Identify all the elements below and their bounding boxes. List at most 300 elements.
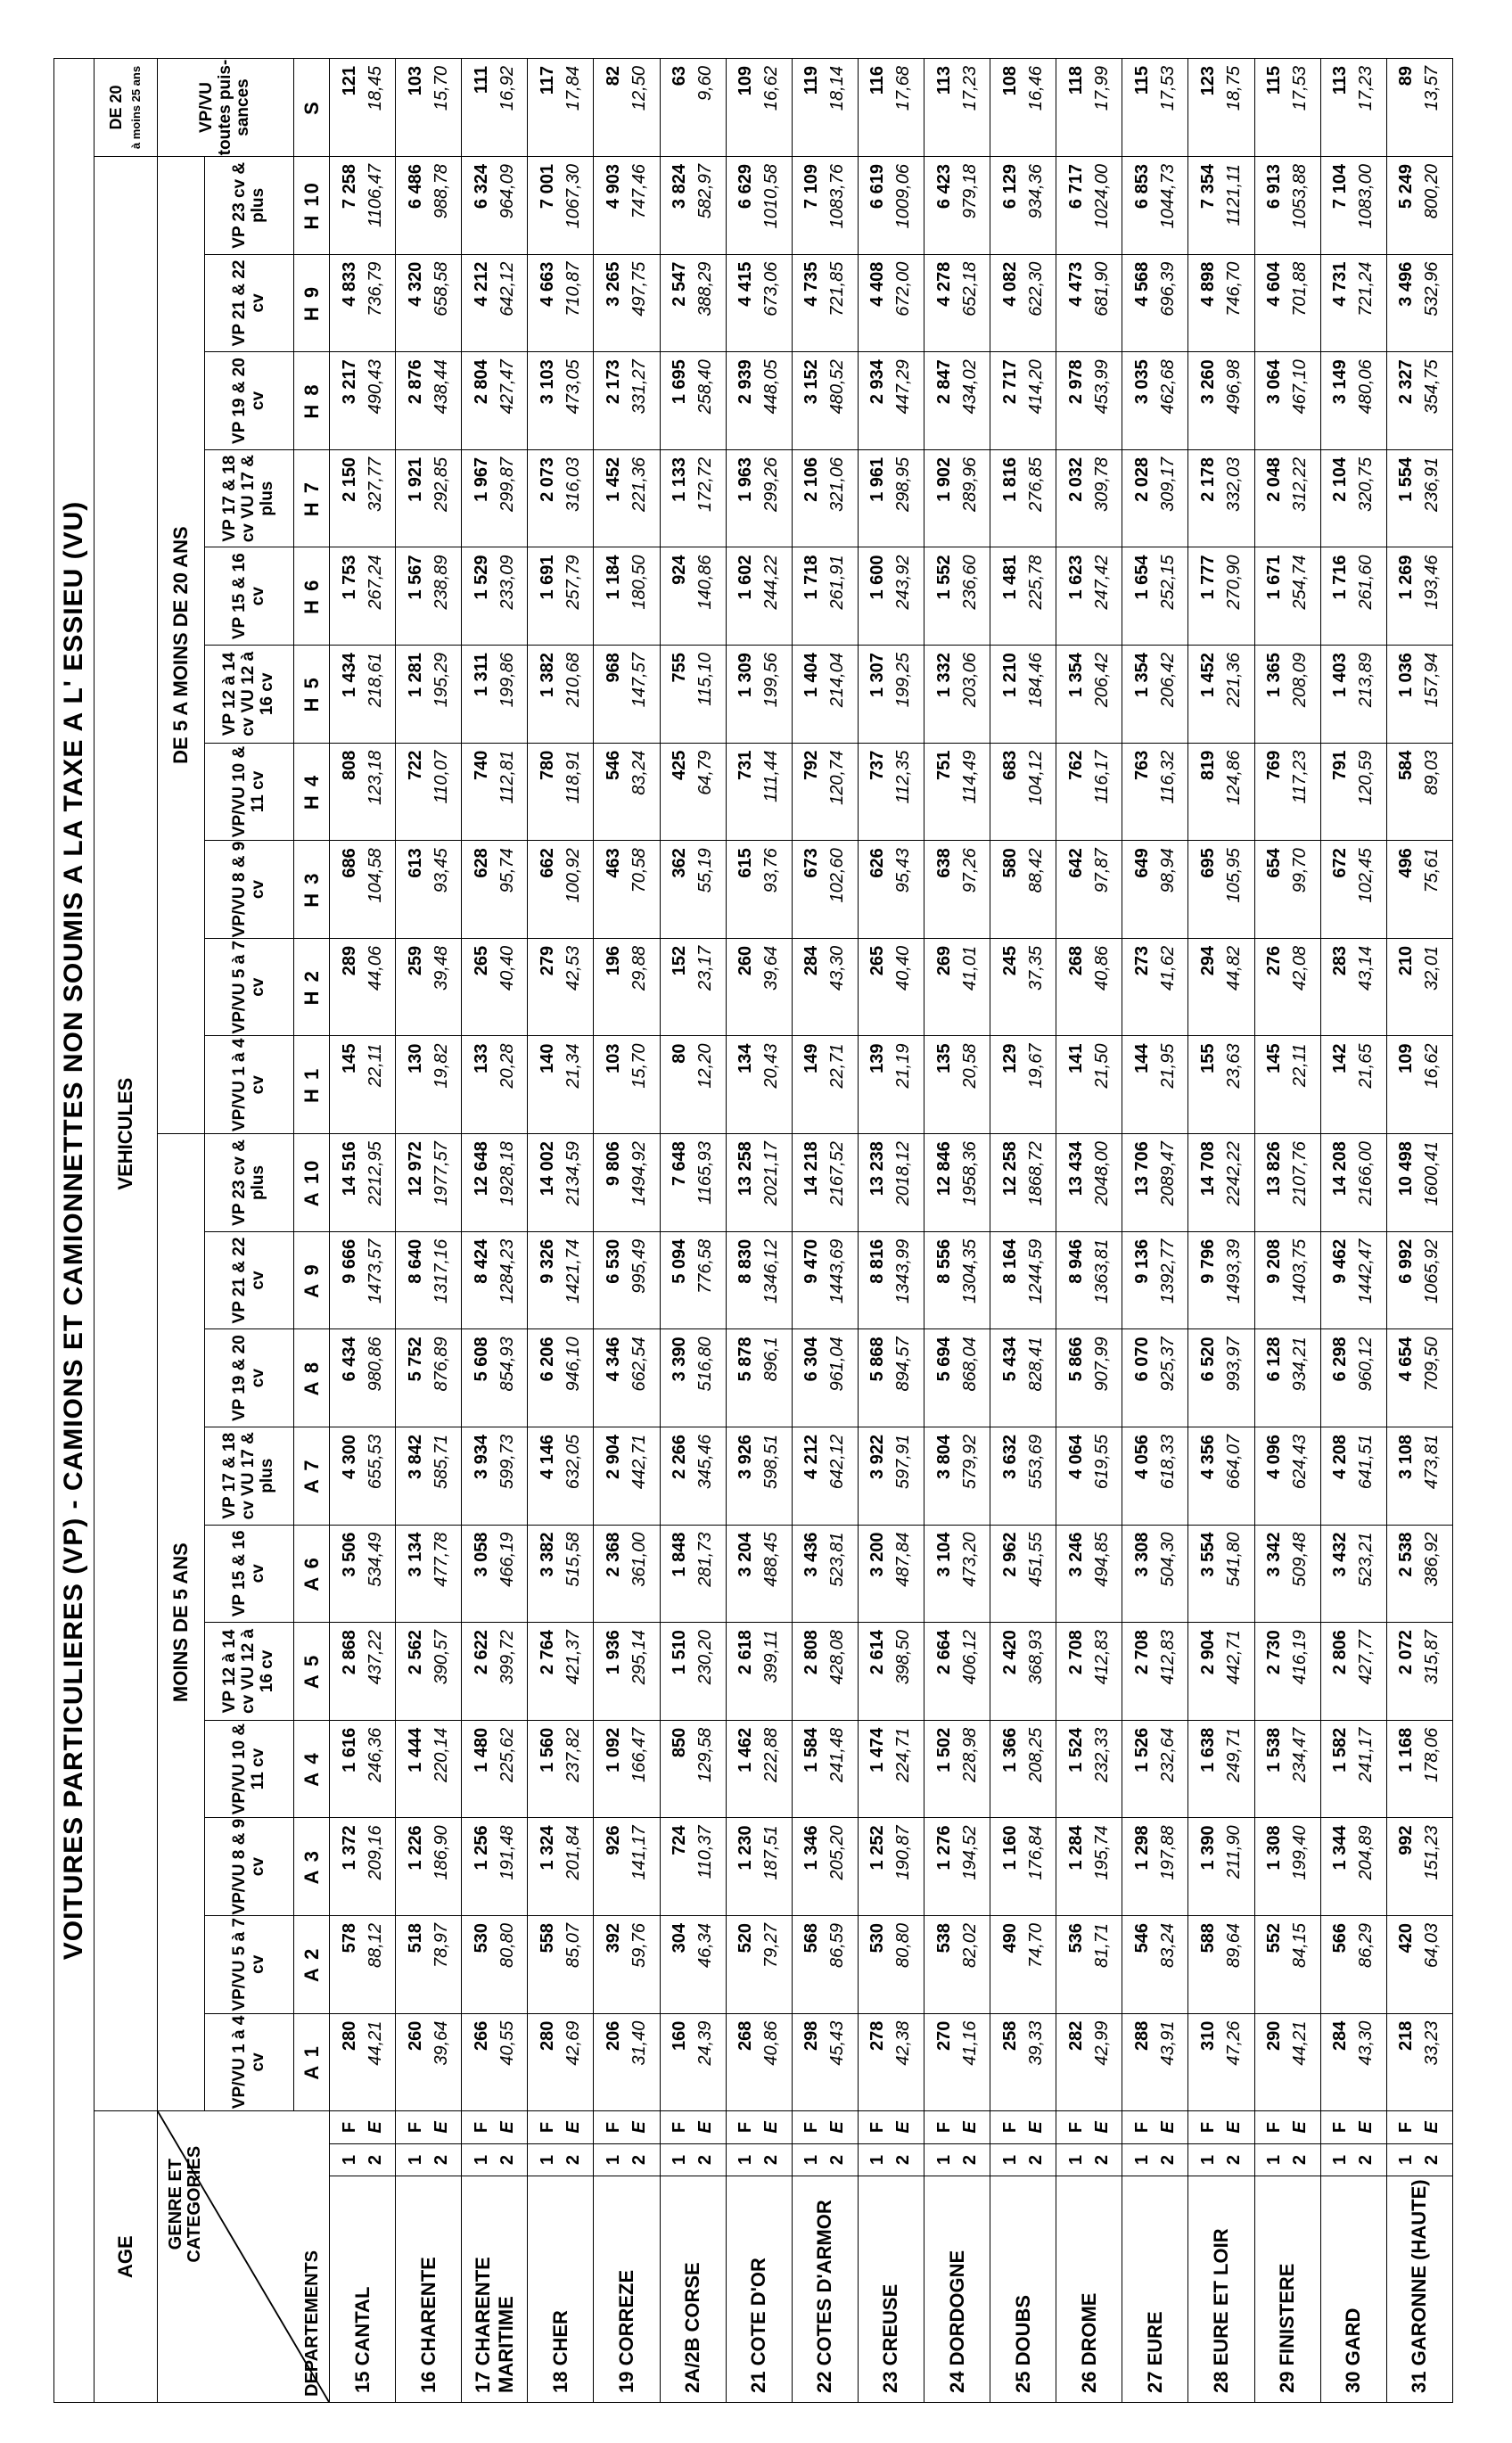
- category-code: H 1: [294, 1036, 330, 1134]
- tax-value-cell: [1320, 1915, 1386, 2013]
- tax-value-cell: [1386, 2013, 1452, 2111]
- franc-value: 3 103: [537, 359, 557, 405]
- tax-value-cell: [396, 1329, 462, 1427]
- euro-value: 232,64: [1157, 1727, 1178, 1782]
- table-row: [726, 59, 792, 2403]
- row-index: 1 2: [1386, 2143, 1452, 2176]
- euro-value: 2242,22: [1223, 1141, 1244, 1206]
- tax-value-cell: [858, 1036, 924, 1134]
- tax-value-cell: [1386, 1720, 1452, 1818]
- euro-value: 979,18: [959, 164, 980, 219]
- tax-value-cell: [1320, 254, 1386, 352]
- tax-value-cell: [924, 1720, 990, 1818]
- tax-value-cell: [1122, 1134, 1188, 1232]
- tax-value-cell: [726, 352, 792, 450]
- euro-value: 97,87: [1091, 848, 1112, 893]
- franc-value: 6 206: [537, 1337, 557, 1382]
- tax-value-cell: [462, 1134, 528, 1232]
- euro-value: 261,91: [827, 555, 848, 610]
- franc-value: 1 372: [339, 1825, 359, 1871]
- franc-value: 1 462: [735, 1727, 756, 1773]
- euro-value: 39,48: [431, 945, 451, 991]
- franc-value: 6 128: [1264, 1337, 1285, 1382]
- euro-value: 9,60: [695, 66, 716, 101]
- franc-value: 290: [1264, 2020, 1285, 2051]
- tax-value-cell: [1188, 157, 1254, 255]
- tax-value-cell: [858, 743, 924, 841]
- euro-value: 398,50: [893, 1630, 914, 1685]
- franc-value: 14 208: [1330, 1141, 1351, 1197]
- franc-value: 1 691: [537, 555, 557, 600]
- tax-value-cell: [1056, 1427, 1122, 1525]
- tax-value-cell: [528, 1525, 594, 1623]
- franc-value: 1 963: [735, 457, 756, 502]
- tax-value-cell: [1188, 1134, 1254, 1232]
- euro-value: 1067,30: [563, 164, 583, 229]
- euro-value: 208,09: [1290, 653, 1311, 708]
- tax-value-cell: [792, 1720, 858, 1818]
- franc-value: 1 552: [933, 555, 954, 600]
- currency-label: F E: [924, 2111, 990, 2144]
- category-header: VP 23 cv & plus: [205, 157, 294, 255]
- franc-value: 2 547: [670, 261, 690, 307]
- franc-value: 1 967: [471, 457, 491, 502]
- euro-value: 124,86: [1223, 750, 1244, 805]
- euro-value: 44,21: [365, 2020, 385, 2066]
- tax-value-cell: [330, 2013, 396, 2111]
- euro-value: 40,40: [497, 945, 517, 991]
- tax-value-cell: [1386, 59, 1452, 157]
- franc-value: 1 403: [1330, 653, 1351, 698]
- tax-value-cell: [396, 1231, 462, 1329]
- euro-value: 21,34: [563, 1043, 583, 1089]
- franc-value: 152: [670, 945, 690, 976]
- tax-value-cell: [528, 1915, 594, 2013]
- franc-value: 13 706: [1131, 1141, 1152, 1197]
- euro-value: 117,23: [1290, 750, 1311, 804]
- franc-value: 113: [1330, 66, 1351, 95]
- tax-value-cell: [990, 743, 1056, 841]
- euro-value: 201,84: [563, 1825, 583, 1880]
- franc-value: 1 718: [801, 555, 822, 600]
- tax-value-cell: [858, 1329, 924, 1427]
- euro-value: 1403,75: [1290, 1238, 1311, 1304]
- euro-value: 299,26: [761, 457, 782, 513]
- franc-value: 662: [537, 848, 557, 878]
- franc-value: 763: [1131, 750, 1152, 781]
- tax-value-cell: [462, 1720, 528, 1818]
- euro-value: 321,06: [827, 457, 848, 513]
- franc-value: 1 346: [801, 1825, 822, 1871]
- euro-value: 710,87: [563, 261, 583, 317]
- franc-value: 1 276: [933, 1825, 954, 1871]
- euro-value: 1363,81: [1091, 1238, 1112, 1304]
- tax-value-cell: [990, 1818, 1056, 1916]
- tax-value-cell: [330, 1036, 396, 1134]
- tax-value-cell: [528, 59, 594, 157]
- franc-value: 566: [1330, 1922, 1351, 1954]
- category-header: VP 21 & 22 cv: [205, 254, 294, 352]
- tax-value-cell: [1386, 254, 1452, 352]
- franc-value: 2 939: [735, 359, 756, 405]
- department-name: 26 DROME: [1056, 2176, 1122, 2403]
- franc-value: 13 258: [735, 1141, 756, 1197]
- euro-value: 1121,11: [1223, 164, 1244, 226]
- euro-value: 462,68: [1157, 359, 1178, 415]
- euro-value: 597,91: [893, 1434, 914, 1490]
- euro-value: 191,48: [497, 1825, 517, 1880]
- euro-value: 98,94: [1157, 848, 1178, 893]
- tax-value-cell: [1254, 449, 1320, 547]
- franc-value: 10 498: [1396, 1141, 1417, 1197]
- tax-value-cell: [1254, 2013, 1320, 2111]
- euro-value: 2107,76: [1290, 1141, 1311, 1206]
- franc-value: 6 434: [339, 1337, 359, 1382]
- franc-value: 3 506: [339, 1532, 359, 1577]
- currency-label: F E: [660, 2111, 726, 2144]
- tax-value-cell: [396, 1623, 462, 1721]
- euro-value: 18,45: [365, 66, 385, 111]
- euro-value: 206,42: [1091, 653, 1112, 708]
- franc-value: 269: [933, 945, 954, 976]
- euro-value: 1284,23: [497, 1238, 517, 1304]
- department-name: 30 GARD: [1320, 2176, 1386, 2403]
- tax-value-cell: [924, 1525, 990, 1623]
- euro-value: 39,33: [1025, 2020, 1046, 2066]
- euro-value: 95,74: [497, 848, 517, 893]
- euro-value: 2212,95: [365, 1141, 385, 1206]
- euro-value: 800,20: [1422, 164, 1442, 219]
- euro-value: 64,79: [695, 750, 716, 795]
- tax-value-cell: [726, 841, 792, 939]
- tax-value-cell: [726, 938, 792, 1036]
- row-index: 1 2: [1188, 2143, 1254, 2176]
- tax-value-cell: [1320, 1525, 1386, 1623]
- euro-value: 21,50: [1091, 1043, 1112, 1089]
- franc-value: 1 529: [471, 555, 491, 600]
- franc-value: 279: [537, 945, 557, 976]
- tax-value-cell: [1188, 646, 1254, 744]
- tax-value-cell: [660, 2013, 726, 2111]
- franc-value: 1 168: [1396, 1727, 1417, 1773]
- tax-value-cell: [726, 1427, 792, 1525]
- franc-value: 9 136: [1131, 1238, 1152, 1284]
- euro-value: 75,61: [1422, 848, 1442, 893]
- franc-value: 769: [1264, 750, 1285, 781]
- tax-value-cell: [1188, 2013, 1254, 2111]
- franc-value: 2 764: [537, 1630, 557, 1675]
- franc-value: 149: [801, 1043, 822, 1073]
- tax-value-cell: [1320, 157, 1386, 255]
- table-row: [594, 59, 660, 2403]
- tax-value-cell: [990, 1329, 1056, 1427]
- franc-value: 1 474: [867, 1727, 888, 1773]
- euro-value: 120,74: [827, 750, 848, 805]
- de5a20-header: DE 5 A MOINS DE 20 ANS: [158, 157, 205, 1134]
- category-header: VP 12 à 14 cv VU 12 à 16 cv: [205, 1623, 294, 1721]
- euro-value: 390,57: [431, 1630, 451, 1685]
- euro-value: 221,36: [629, 457, 649, 513]
- franc-value: 4 903: [603, 164, 623, 210]
- tax-value-cell: [990, 1134, 1056, 1232]
- category-header: VP/VU 8 & 9 cv: [205, 841, 294, 939]
- franc-value: 80: [670, 1043, 690, 1064]
- euro-value: 632,05: [563, 1434, 583, 1490]
- tax-value-cell: [1122, 254, 1188, 352]
- euro-value: 681,90: [1091, 261, 1112, 317]
- euro-value: 20,58: [959, 1043, 980, 1089]
- category-header: VP/VU 1 à 4 cv: [205, 2013, 294, 2111]
- euro-value: 934,36: [1025, 164, 1046, 219]
- euro-value: 42,38: [893, 2020, 914, 2066]
- euro-value: 494,85: [1091, 1532, 1112, 1587]
- euro-value: 267,24: [365, 555, 385, 610]
- euro-value: 599,73: [497, 1434, 517, 1490]
- franc-value: 8 946: [1065, 1238, 1086, 1284]
- euro-value: 16,62: [761, 66, 782, 111]
- tax-value-cell: [990, 1427, 1056, 1525]
- category-code: H 9: [294, 254, 330, 352]
- euro-value: 1868,72: [1025, 1141, 1046, 1206]
- tax-value-cell: [990, 1623, 1056, 1721]
- euro-value: 980,86: [365, 1337, 385, 1392]
- tax-value-cell: [1320, 841, 1386, 939]
- department-name: 27 EURE: [1122, 2176, 1188, 2403]
- euro-value: 100,92: [563, 848, 583, 903]
- euro-value: 553,69: [1025, 1434, 1046, 1490]
- euro-value: 236,91: [1422, 457, 1442, 513]
- tax-value-cell: [924, 938, 990, 1036]
- tax-value-cell: [726, 547, 792, 646]
- euro-value: 40,40: [893, 945, 914, 991]
- category-code: A 3: [294, 1818, 330, 1916]
- franc-value: 260: [405, 2020, 425, 2051]
- euro-value: 664,07: [1223, 1434, 1244, 1490]
- franc-value: 520: [735, 1922, 756, 1954]
- tax-value-cell: [1254, 1329, 1320, 1427]
- tax-value-cell: [1188, 841, 1254, 939]
- tax-value-cell: [792, 938, 858, 1036]
- franc-value: 2 618: [735, 1630, 756, 1675]
- tax-value-cell: [660, 59, 726, 157]
- tax-value-cell: [396, 547, 462, 646]
- franc-value: 2 327: [1396, 359, 1417, 405]
- euro-value: 172,72: [695, 457, 716, 513]
- euro-value: 289,96: [959, 457, 980, 513]
- euro-value: 447,29: [893, 359, 914, 415]
- euro-value: 17,53: [1157, 66, 1178, 111]
- franc-value: 8 424: [471, 1238, 491, 1284]
- tax-value-cell: [396, 449, 462, 547]
- tax-value-cell: [792, 157, 858, 255]
- tax-value-cell: [924, 1231, 990, 1329]
- euro-value: 312,22: [1290, 457, 1311, 513]
- franc-value: 5 866: [1065, 1337, 1086, 1382]
- tax-value-cell: [924, 1134, 990, 1232]
- tax-value-cell: [660, 254, 726, 352]
- euro-value: 157,94: [1422, 653, 1442, 708]
- row-index: 1 2: [726, 2143, 792, 2176]
- table-row: [990, 59, 1056, 2403]
- euro-value: 102,45: [1356, 848, 1376, 903]
- table-row: [792, 59, 858, 2403]
- euro-value: 64,03: [1422, 1922, 1442, 1969]
- tax-value-cell: [396, 1720, 462, 1818]
- euro-value: 81,71: [1091, 1922, 1112, 1969]
- franc-value: 2 708: [1131, 1630, 1152, 1675]
- franc-value: 584: [1396, 750, 1417, 781]
- franc-value: 2 808: [801, 1630, 822, 1675]
- tax-table: [53, 58, 1453, 2403]
- euro-value: 532,96: [1422, 261, 1442, 317]
- euro-value: 83,24: [629, 750, 649, 795]
- tax-value-cell: [1122, 1036, 1188, 1134]
- tax-value-cell: [792, 1427, 858, 1525]
- franc-value: 6 992: [1396, 1238, 1417, 1284]
- tax-value-cell: [396, 59, 462, 157]
- euro-value: 1494,92: [629, 1141, 649, 1206]
- tax-value-cell: [1254, 1915, 1320, 2013]
- category-header: VP/VU 5 à 7 cv: [205, 1915, 294, 2013]
- tax-value-cell: [858, 646, 924, 744]
- category-code: A 2: [294, 1915, 330, 2013]
- franc-value: 2 073: [537, 457, 557, 502]
- tax-value-cell: [726, 1915, 792, 2013]
- euro-value: 17,99: [1091, 66, 1112, 111]
- tax-value-cell: [396, 1915, 462, 2013]
- tax-value-cell: [1188, 1427, 1254, 1525]
- franc-value: 3 308: [1131, 1532, 1152, 1577]
- euro-value: 696,39: [1157, 261, 1178, 317]
- euro-value: 1493,39: [1223, 1238, 1244, 1304]
- row-index: 1 2: [330, 2143, 396, 2176]
- euro-value: 658,58: [431, 261, 451, 317]
- franc-value: 1 695: [670, 359, 690, 405]
- tax-value-cell: [462, 59, 528, 157]
- euro-value: 451,55: [1025, 1532, 1046, 1587]
- euro-value: 1065,92: [1422, 1238, 1442, 1304]
- franc-value: 2 622: [471, 1630, 491, 1675]
- franc-value: 2 048: [1264, 457, 1285, 502]
- tax-value-cell: [1188, 1720, 1254, 1818]
- franc-value: 2 708: [1065, 1630, 1086, 1675]
- franc-value: 1 281: [405, 653, 425, 698]
- franc-value: 1 311: [471, 653, 491, 697]
- tax-value-cell: [1188, 547, 1254, 646]
- tax-value-cell: [462, 743, 528, 841]
- franc-value: 362: [670, 848, 690, 878]
- euro-value: 42,08: [1290, 945, 1311, 991]
- franc-value: 304: [670, 1922, 690, 1954]
- franc-value: 1 716: [1330, 555, 1351, 600]
- tax-value-cell: [990, 1720, 1056, 1818]
- franc-value: 1 284: [1065, 1825, 1086, 1871]
- euro-value: 434,02: [959, 359, 980, 415]
- tax-value-cell: [924, 1818, 990, 1916]
- table-title: VOITURES PARTICULIERES (VP) - CAMIONS ET CAMIONNETTES NON SOUMIS A LA TAXE A L' ESSIEU (VU): [54, 59, 94, 2403]
- table-row: [1254, 59, 1320, 2403]
- euro-value: 241,48: [827, 1727, 848, 1782]
- tax-value-cell: [1188, 59, 1254, 157]
- tax-value-cell: [1122, 1525, 1188, 1623]
- franc-value: 206: [603, 2020, 623, 2051]
- euro-value: 151,23: [1422, 1825, 1442, 1880]
- tax-value-cell: [1056, 1915, 1122, 2013]
- franc-value: 2 368: [603, 1532, 623, 1577]
- franc-value: 3 496: [1396, 261, 1417, 307]
- euro-value: 541,80: [1223, 1532, 1244, 1587]
- franc-value: 2 420: [999, 1630, 1020, 1675]
- tax-value-cell: [1056, 547, 1122, 646]
- tax-value-cell: [1254, 157, 1320, 255]
- franc-value: 1 961: [867, 457, 888, 502]
- franc-value: 139: [867, 1043, 888, 1073]
- franc-value: 1 332: [933, 653, 954, 698]
- tax-value-cell: [1122, 1720, 1188, 1818]
- euro-value: 70,58: [629, 848, 649, 893]
- tax-value-cell: [726, 157, 792, 255]
- franc-value: 14 002: [537, 1141, 557, 1197]
- euro-value: 12,50: [629, 66, 649, 111]
- euro-value: 21,19: [893, 1043, 914, 1089]
- tax-value-cell: [858, 938, 924, 1036]
- tax-value-cell: [594, 743, 660, 841]
- euro-value: 354,75: [1422, 359, 1442, 415]
- euro-value: 80,80: [893, 1922, 914, 1969]
- franc-value: 536: [1065, 1922, 1086, 1954]
- franc-value: 82: [603, 66, 623, 86]
- euro-value: 88,42: [1025, 848, 1046, 893]
- row-index: 1 2: [1056, 2143, 1122, 2176]
- franc-value: 1 269: [1396, 555, 1417, 600]
- franc-value: 9 208: [1264, 1238, 1285, 1284]
- franc-value: 3 554: [1197, 1532, 1218, 1577]
- category-header: VP 15 & 16 cv: [205, 1525, 294, 1623]
- euro-value: 205,20: [827, 1825, 848, 1880]
- franc-value: 1 404: [801, 653, 822, 698]
- tax-value-cell: [462, 938, 528, 1036]
- tax-value-cell: [528, 1427, 594, 1525]
- tax-value-cell: [1122, 547, 1188, 646]
- euro-value: 44,82: [1223, 945, 1244, 991]
- euro-value: 249,71: [1223, 1727, 1244, 1782]
- tax-value-cell: [1254, 352, 1320, 450]
- franc-value: 134: [735, 1043, 756, 1073]
- franc-value: 9 666: [339, 1238, 359, 1284]
- franc-value: 740: [471, 750, 491, 781]
- row-index: 1 2: [792, 2143, 858, 2176]
- department-name: 22 COTES D'ARMOR: [792, 2176, 858, 2403]
- euro-value: 582,97: [695, 164, 716, 219]
- euro-value: 79,27: [761, 1922, 782, 1969]
- tax-value-cell: [1188, 1329, 1254, 1427]
- franc-value: 6 423: [933, 164, 954, 210]
- euro-value: 95,43: [893, 848, 914, 893]
- franc-value: 5 752: [405, 1337, 425, 1382]
- tax-value-cell: [330, 1427, 396, 1525]
- franc-value: 266: [471, 2020, 491, 2051]
- tax-value-cell: [1320, 1623, 1386, 1721]
- table-row: [396, 59, 462, 2403]
- euro-value: 74,70: [1025, 1922, 1046, 1969]
- category-code: A 8: [294, 1329, 330, 1427]
- euro-value: 93,45: [431, 848, 451, 893]
- franc-value: 1 210: [999, 653, 1020, 698]
- tax-value-cell: [924, 254, 990, 352]
- euro-value: 399,72: [497, 1630, 517, 1685]
- tax-value-cell: [858, 547, 924, 646]
- tax-value-cell: [660, 547, 726, 646]
